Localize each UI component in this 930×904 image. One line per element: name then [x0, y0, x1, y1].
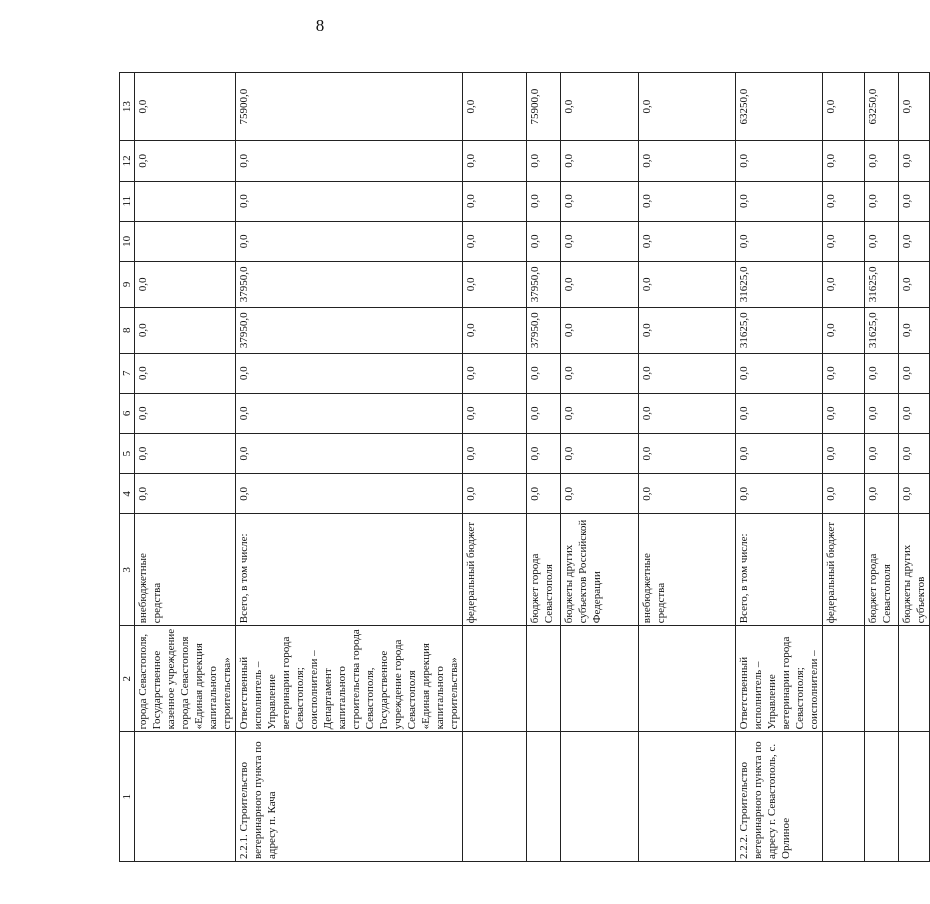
amount-cell: 0,0 [865, 141, 899, 181]
column-number-4: 4 [120, 474, 135, 514]
amount-cell: 0,0 [899, 181, 930, 221]
amount-cell: 0,0 [527, 353, 561, 393]
amount-cell: 37950,0 [527, 261, 561, 307]
amount-cell: 0,0 [865, 221, 899, 261]
activity-name-cell [639, 732, 736, 862]
amount-cell: 0,0 [823, 73, 865, 141]
amount-cell: 0,0 [135, 434, 236, 474]
executor-cell [561, 626, 639, 732]
table-row [823, 73, 865, 862]
amount-cell: 0,0 [639, 261, 736, 307]
amount-cell: 0,0 [736, 141, 823, 181]
amount-cell: 0,0 [899, 434, 930, 474]
amount-cell: 63250,0 [865, 73, 899, 141]
amount-cell: 37950,0 [527, 307, 561, 353]
column-number-1: 1 [120, 732, 135, 862]
activity-name-cell [527, 732, 561, 862]
amount-cell: 0,0 [135, 73, 236, 141]
amount-cell: 63250,0 [736, 73, 823, 141]
table-row [135, 73, 236, 862]
table-frame [119, 72, 927, 862]
amount-cell: 0,0 [823, 474, 865, 514]
amount-cell: 0,0 [236, 353, 463, 393]
program-activities-table [119, 72, 930, 862]
table-row [236, 73, 463, 862]
activity-name-cell [463, 732, 527, 862]
column-number-12: 12 [120, 141, 135, 181]
amount-cell: 0,0 [736, 181, 823, 221]
rotated-table-wrapper [119, 72, 927, 862]
amount-cell: 0,0 [135, 353, 236, 393]
amount-cell: 0,0 [639, 393, 736, 433]
funding-source-cell: Всего, в том числе: [736, 514, 823, 626]
amount-cell: 0,0 [463, 141, 527, 181]
amount-cell: 0,0 [236, 434, 463, 474]
amount-cell: 0,0 [865, 181, 899, 221]
amount-cell: 0,0 [561, 73, 639, 141]
amount-cell: 0,0 [823, 393, 865, 433]
amount-cell: 0,0 [561, 181, 639, 221]
amount-cell: 0,0 [527, 393, 561, 433]
amount-cell: 0,0 [639, 353, 736, 393]
amount-cell: 0,0 [899, 221, 930, 261]
column-number-11: 11 [120, 181, 135, 221]
funding-source-cell: внебюджетные средства [639, 514, 736, 626]
executor-cell [639, 626, 736, 732]
amount-cell: 0,0 [561, 261, 639, 307]
amount-cell: 37950,0 [236, 261, 463, 307]
amount-cell: 0,0 [463, 353, 527, 393]
amount-cell: 0,0 [527, 141, 561, 181]
amount-cell: 31625,0 [865, 261, 899, 307]
amount-cell: 0,0 [823, 307, 865, 353]
amount-cell: 0,0 [463, 221, 527, 261]
table-row [527, 73, 561, 862]
amount-cell: 0,0 [823, 353, 865, 393]
column-number-10: 10 [120, 221, 135, 261]
executor-cell [527, 626, 561, 732]
amount-cell: 75900,0 [236, 73, 463, 141]
executor-cell: Ответственный исполнитель – Управление ветеринарии города Севастополя; соисполнители – [736, 626, 823, 732]
amount-cell: 0,0 [135, 261, 236, 307]
amount-cell: 0,0 [736, 353, 823, 393]
funding-source-cell: федеральный бюджет [463, 514, 527, 626]
table-row [899, 73, 930, 862]
amount-cell: 0,0 [236, 221, 463, 261]
page-number: 8 [315, 16, 325, 35]
amount-cell: 0,0 [561, 353, 639, 393]
activity-name-cell [823, 732, 865, 862]
amount-cell: 0,0 [899, 73, 930, 141]
funding-source-cell: бюджет города Севастополя [865, 514, 899, 626]
amount-cell: 0,0 [561, 221, 639, 261]
table-row [561, 73, 639, 862]
activity-name-cell [135, 732, 236, 862]
column-number-8: 8 [120, 307, 135, 353]
amount-cell: 37950,0 [236, 307, 463, 353]
executor-cell [865, 626, 899, 732]
amount-cell: 0,0 [463, 474, 527, 514]
column-number-7: 7 [120, 353, 135, 393]
amount-cell: 0,0 [463, 434, 527, 474]
executor-cell [823, 626, 865, 732]
amount-cell: 0,0 [463, 393, 527, 433]
column-number-13: 13 [120, 73, 135, 141]
amount-cell: 0,0 [823, 434, 865, 474]
amount-cell: 0,0 [736, 474, 823, 514]
amount-cell: 0,0 [823, 141, 865, 181]
amount-cell: 0,0 [561, 474, 639, 514]
column-number-2: 2 [120, 626, 135, 732]
amount-cell: 0,0 [135, 141, 236, 181]
activity-name-cell [561, 732, 639, 862]
executor-cell: Ответственный исполнитель – Управление ветеринарии города Севастополя; соисполнители – Департамент капитального строительства города Севастополя, Государственное учреждение города Севастополя «Единая дирекция капитального строительства» [236, 626, 463, 732]
amount-cell: 0,0 [527, 434, 561, 474]
table-row [463, 73, 527, 862]
amount-cell: 0,0 [561, 307, 639, 353]
amount-cell: 0,0 [736, 221, 823, 261]
column-number-row [120, 73, 135, 862]
amount-cell: 0,0 [639, 181, 736, 221]
funding-source-cell: бюджет города Севастополя [527, 514, 561, 626]
amount-cell: 0,0 [463, 307, 527, 353]
executor-cell [899, 626, 930, 732]
table-body [135, 73, 930, 862]
amount-cell: 0,0 [463, 261, 527, 307]
activity-name-cell: 2.2.1. Строительство ветеринарного пункта по адресу п. Кача [236, 732, 463, 862]
amount-cell: 0,0 [639, 73, 736, 141]
column-number-9: 9 [120, 261, 135, 307]
amount-cell: 0,0 [561, 434, 639, 474]
amount-cell: 0,0 [865, 434, 899, 474]
table-row [865, 73, 899, 862]
column-number-5: 5 [120, 434, 135, 474]
funding-source-cell: бюджеты других субъектов Российской Федерации [561, 514, 639, 626]
amount-cell: 0,0 [236, 181, 463, 221]
amount-cell: 0,0 [135, 307, 236, 353]
amount-cell: 0,0 [639, 221, 736, 261]
activity-name-cell [865, 732, 899, 862]
funding-source-cell: внебюджетные средства [135, 514, 236, 626]
column-number-6: 6 [120, 393, 135, 433]
amount-cell [135, 221, 236, 261]
amount-cell: 0,0 [639, 141, 736, 181]
funding-source-cell: Всего, в том числе: [236, 514, 463, 626]
amount-cell: 0,0 [736, 434, 823, 474]
amount-cell: 31625,0 [865, 307, 899, 353]
amount-cell: 0,0 [639, 434, 736, 474]
table-row [736, 73, 823, 862]
amount-cell: 0,0 [823, 261, 865, 307]
amount-cell: 31625,0 [736, 261, 823, 307]
amount-cell: 0,0 [639, 474, 736, 514]
executor-cell: города Севастополя, Государственное казенное учреждение города Севастополя «Единая дирекция капитального строительства» [135, 626, 236, 732]
amount-cell: 0,0 [823, 221, 865, 261]
amount-cell: 0,0 [736, 393, 823, 433]
column-number-3: 3 [120, 514, 135, 626]
amount-cell: 0,0 [823, 181, 865, 221]
amount-cell: 0,0 [236, 141, 463, 181]
amount-cell: 0,0 [463, 181, 527, 221]
amount-cell: 0,0 [135, 393, 236, 433]
amount-cell: 0,0 [865, 353, 899, 393]
amount-cell: 75900,0 [527, 73, 561, 141]
amount-cell: 0,0 [899, 307, 930, 353]
amount-cell: 0,0 [899, 393, 930, 433]
amount-cell: 0,0 [236, 393, 463, 433]
amount-cell: 0,0 [899, 261, 930, 307]
amount-cell: 0,0 [639, 307, 736, 353]
amount-cell: 0,0 [899, 474, 930, 514]
amount-cell: 0,0 [865, 393, 899, 433]
amount-cell: 0,0 [561, 393, 639, 433]
amount-cell: 0,0 [135, 474, 236, 514]
amount-cell: 0,0 [527, 181, 561, 221]
amount-cell: 0,0 [527, 221, 561, 261]
amount-cell: 0,0 [865, 474, 899, 514]
activity-name-cell [899, 732, 930, 862]
activity-name-cell: 2.2.2. Строительство ветеринарного пункта по адресу г. Севастополь, с. Орлиное [736, 732, 823, 862]
table-row [639, 73, 736, 862]
amount-cell: 0,0 [527, 474, 561, 514]
amount-cell: 0,0 [899, 141, 930, 181]
funding-source-cell: федеральный бюджет [823, 514, 865, 626]
amount-cell: 0,0 [236, 474, 463, 514]
amount-cell: 31625,0 [736, 307, 823, 353]
amount-cell [135, 181, 236, 221]
amount-cell: 0,0 [899, 353, 930, 393]
executor-cell [463, 626, 527, 732]
funding-source-cell: бюджеты других субъектов [899, 514, 930, 626]
amount-cell: 0,0 [561, 141, 639, 181]
amount-cell: 0,0 [463, 73, 527, 141]
